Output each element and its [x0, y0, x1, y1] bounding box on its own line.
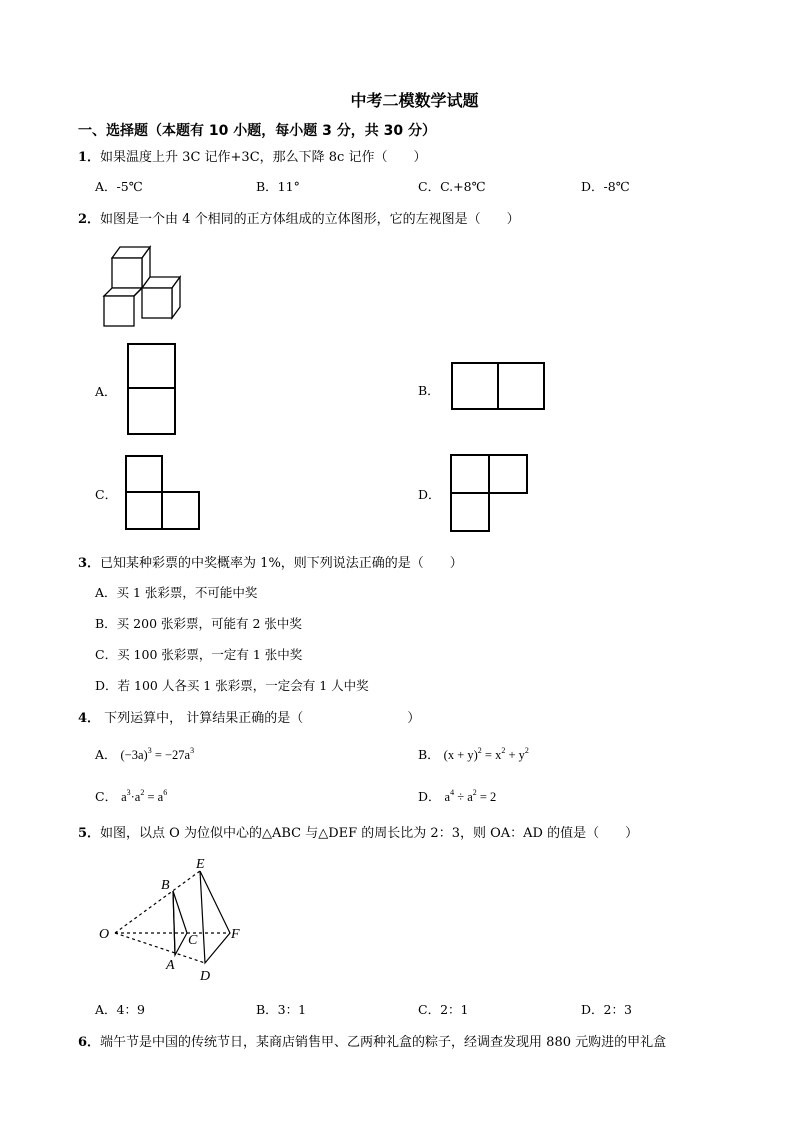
point-o-label: O: [99, 927, 110, 942]
q2-option-c-label: C．: [95, 487, 118, 502]
q4-option-a: [95, 745, 194, 763]
option-label: B．: [418, 747, 440, 762]
point-f-label: F: [231, 927, 240, 942]
q5-option-b: B．3：1: [256, 1002, 307, 1017]
section-heading: 一、选择题（本题有 10 小题，每小题 3 分，共 30 分）: [78, 123, 436, 139]
q3-option-d: D．若 100 人各买 1 张彩票，一定会有 1 人中奖: [95, 678, 369, 693]
homothety-figure: [95, 855, 255, 985]
q2-option-a-label: A．: [95, 384, 117, 399]
question-text: 端午节是中国的传统节日，某商店销售甲、乙两种礼盒的粽子，经调查发现用 880 元购进的甲礼盒: [100, 1035, 667, 1050]
q2-option-b-label: B．: [418, 383, 440, 398]
q5-option-c: C．2：1: [418, 1002, 469, 1017]
option-label: A．: [95, 747, 117, 762]
question-text: 已知某种彩票的中奖概率为 1%，则下列说法正确的是（ ）: [100, 556, 463, 571]
question-text: 下列运算中， 计算结果正确的是（ ）: [100, 711, 421, 726]
question-1: [78, 146, 426, 165]
question-text: 如果温度上升 3C 记作+3C，那么下降 8c 记作（ ）: [100, 150, 427, 165]
option-label: C．: [95, 789, 118, 804]
q3-option-b: B．买 200 张彩票，可能有 2 张中奖: [95, 616, 302, 631]
q2-option-a-figure: [127, 343, 177, 435]
point-b-label: B: [161, 878, 170, 893]
formula: $(-3a)^3 = -27a^3$: [120, 746, 195, 762]
q3-option-c: C．买 100 张彩票，一定有 1 张中奖: [95, 647, 303, 662]
q2-option-d-figure: [450, 454, 530, 532]
formula: $a^4 \div a^2 = 2$: [444, 788, 497, 804]
question-text: 如图，以点 O 为位似中心的△ABC 与△DEF 的周长比为 2：3，则 OA：AD 的值是（ ）: [100, 826, 639, 841]
question-number: 1．: [78, 150, 101, 165]
formula: $a^3\cdot a^2 = a^6$: [121, 788, 168, 804]
question-number: 6．: [78, 1035, 101, 1050]
option-label: D．: [418, 789, 441, 804]
q1-option-d: D．-8℃: [581, 179, 630, 194]
cube-figure: [100, 243, 190, 333]
q2-option-c-figure: [125, 455, 201, 531]
point-c-label: C: [188, 933, 198, 948]
q1-option-c: C．C.+8℃: [418, 179, 486, 194]
question-number: 5．: [78, 826, 101, 841]
question-4: [78, 707, 420, 726]
question-5: [78, 822, 638, 841]
question-number: 2．: [78, 212, 101, 227]
q4-option-b: [418, 745, 529, 763]
question-text: 如图是一个由 4 个相同的正方体组成的立体图形，它的左视图是（ ）: [100, 212, 520, 227]
formula: $(x + y)^2 = x^2 + y^2$: [443, 746, 529, 762]
q5-option-d: D．2：3: [581, 1002, 632, 1017]
q3-option-a: A．买 1 张彩票，不可能中奖: [95, 585, 258, 600]
q2-option-d-label: D．: [418, 487, 441, 502]
point-a-label: A: [166, 958, 175, 973]
q1-option-b: B．11°: [256, 179, 300, 194]
question-3: [78, 552, 463, 571]
q4-option-c: [95, 787, 167, 805]
q4-option-d: [418, 787, 496, 805]
question-6: [78, 1031, 666, 1050]
question-number: 4．: [78, 711, 101, 726]
point-d-label: D: [200, 969, 211, 984]
question-number: 3．: [78, 556, 101, 571]
page-title: 中考二模数学试题: [350, 91, 479, 110]
q1-option-a: A．-5℃: [95, 179, 143, 194]
q5-option-a: A．4：9: [95, 1002, 145, 1017]
point-e-label: E: [196, 857, 205, 872]
q2-option-b-figure: [451, 362, 545, 410]
question-2: [78, 208, 520, 227]
